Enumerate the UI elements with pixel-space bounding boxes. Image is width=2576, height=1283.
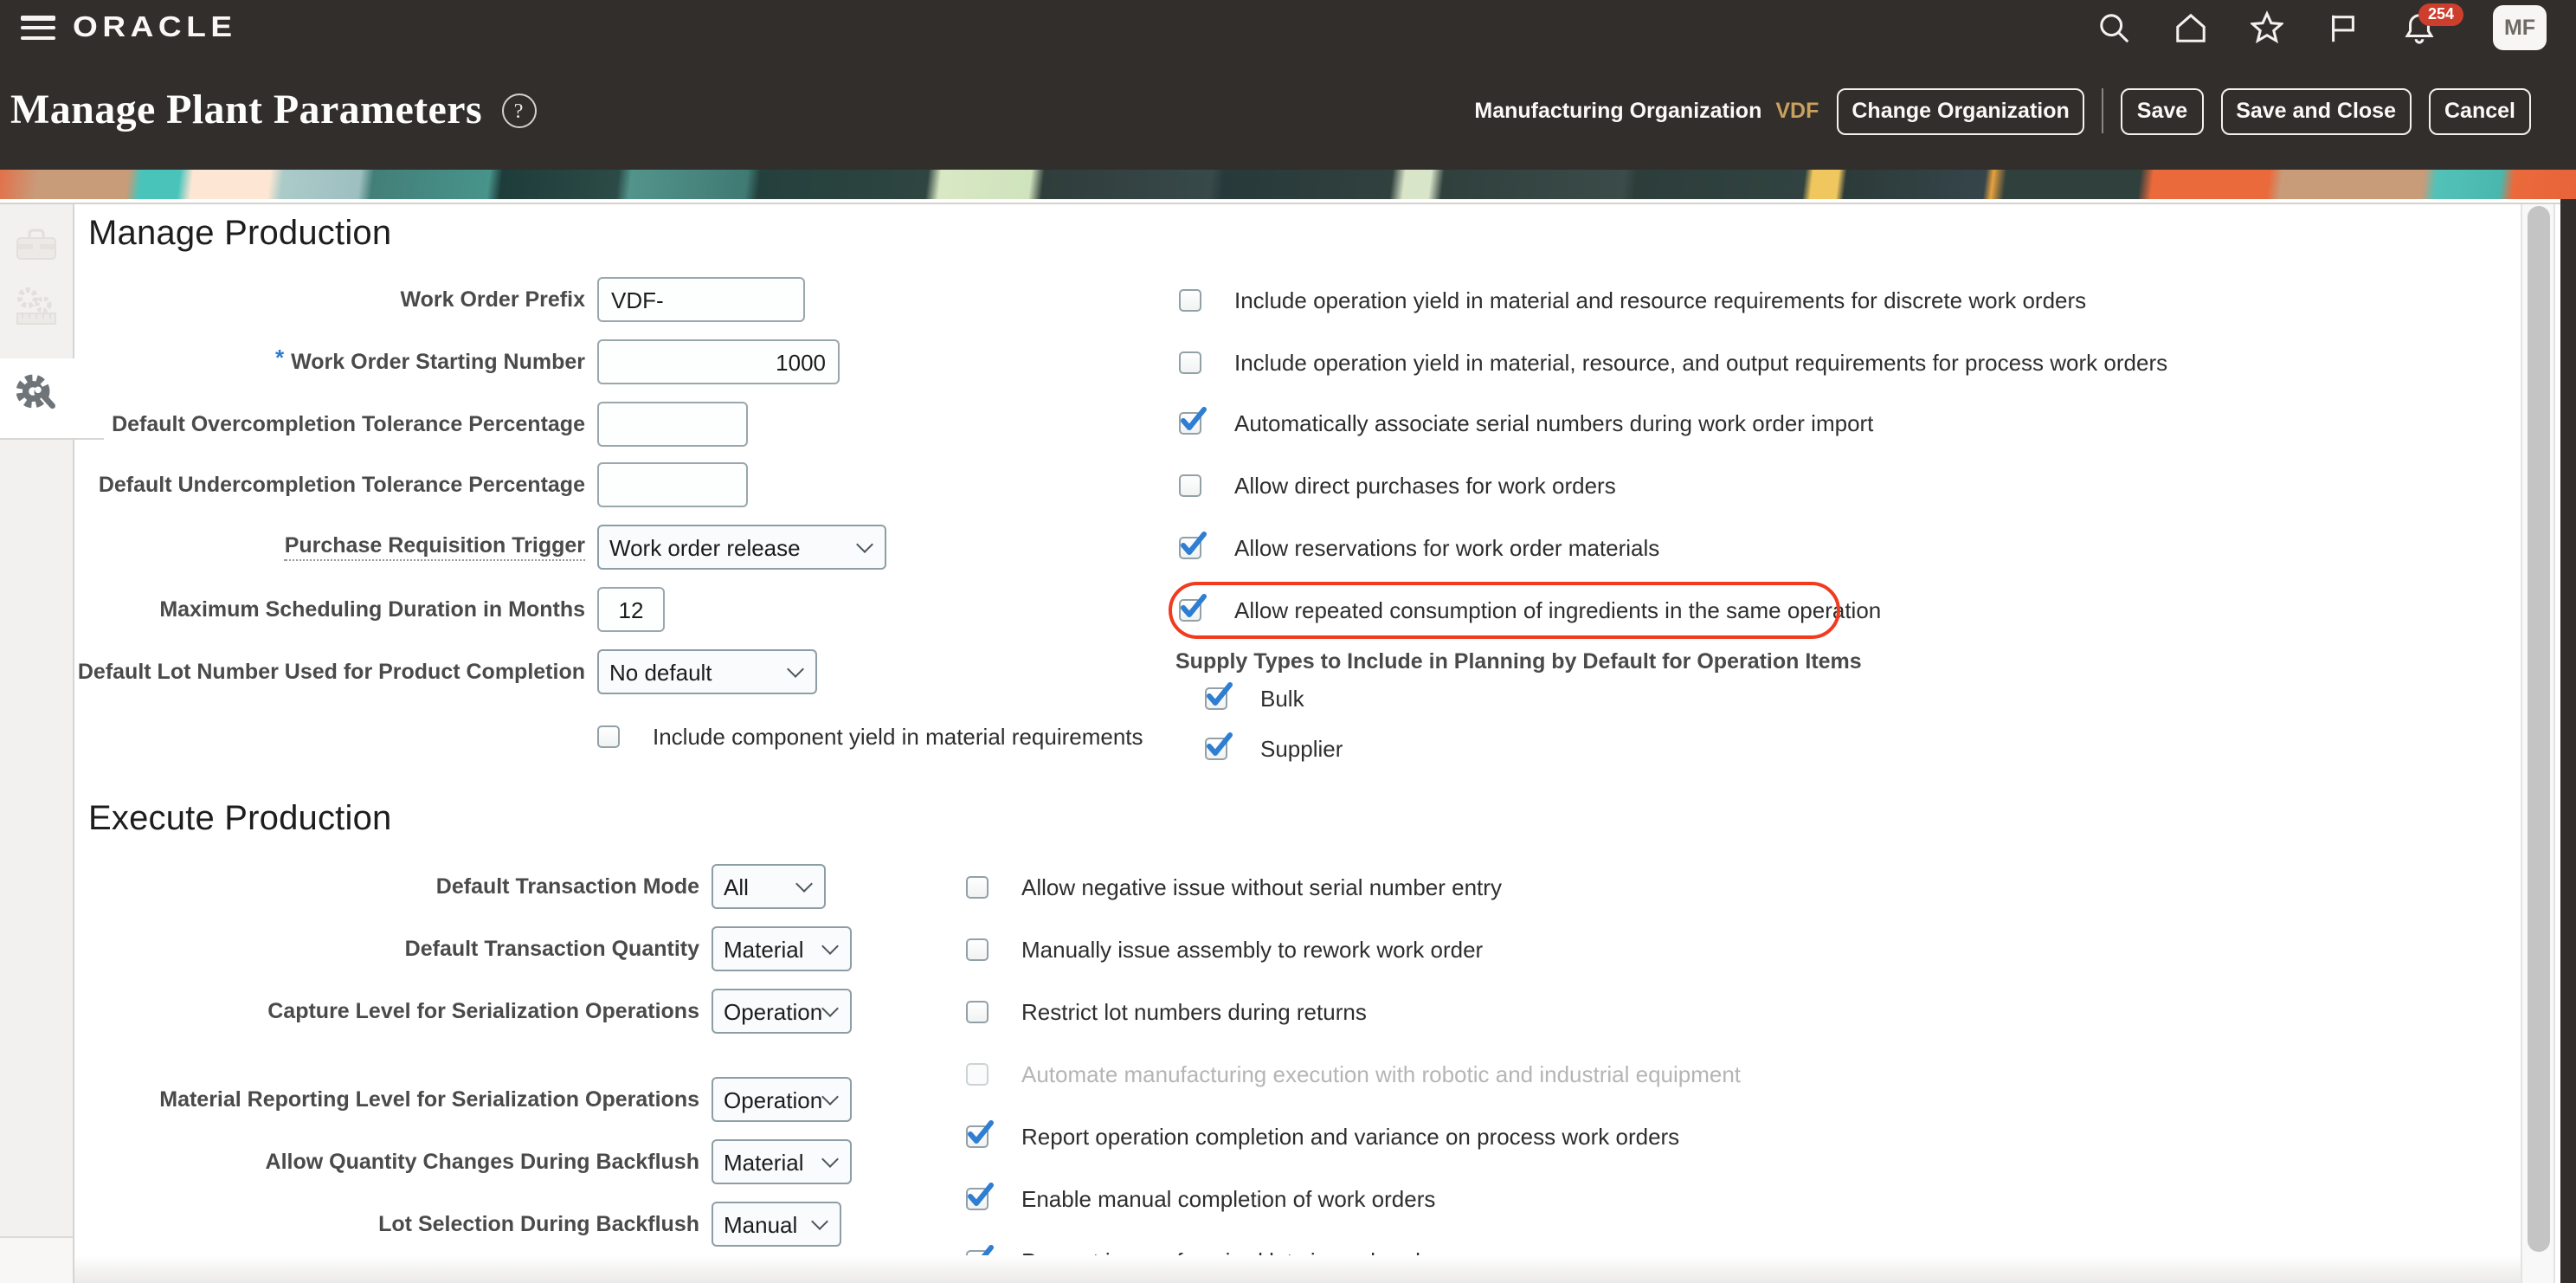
checkbox[interactable] <box>1179 474 1201 496</box>
manually-issue-assembly-row[interactable]: Manually issue assembly to rework work order <box>966 933 1483 964</box>
checkbox[interactable] <box>1179 598 1201 621</box>
material-reporting-level-row <box>88 1077 852 1122</box>
default-overcompletion-tolerance-input[interactable] <box>597 402 748 447</box>
default-lot-number-select[interactable]: No default <box>597 649 817 694</box>
purchase-requisition-trigger-select[interactable]: Work order release <box>597 525 886 570</box>
plant-parameters-gear-wrench-icon <box>12 370 64 427</box>
checkbox[interactable] <box>1179 536 1201 558</box>
purchase-requisition-trigger-row <box>88 525 886 570</box>
content-top-border <box>0 203 2560 204</box>
default-transaction-mode-select[interactable]: All <box>712 864 826 909</box>
global-toolbar <box>2098 0 2547 55</box>
allow-repeated-consumption-row[interactable]: Allow repeated consumption of ingredients in the same operation <box>1179 594 1881 625</box>
supply-type-supplier-row[interactable]: Supplier <box>1205 732 1343 764</box>
lot-selection-backflush-label: Lot Selection During Backflush <box>378 1212 699 1236</box>
page-header <box>10 55 536 166</box>
checkbox[interactable] <box>1205 737 1227 759</box>
default-transaction-quantity-label: Default Transaction Quantity <box>404 937 699 961</box>
task-sidebar <box>0 204 74 1283</box>
maximum-scheduling-duration-input[interactable] <box>597 587 665 632</box>
cancel-button[interactable]: Cancel <box>2429 87 2531 134</box>
work-order-starting-number-label: * Work Order Starting Number <box>275 344 585 374</box>
default-overcompletion-tolerance-row <box>88 402 748 447</box>
decorative-banner <box>0 170 2576 199</box>
checkbox[interactable] <box>1179 351 1201 373</box>
work-order-prefix-label: Work Order Prefix <box>400 287 585 312</box>
chevron-down-icon <box>856 536 873 553</box>
checkbox[interactable] <box>966 938 989 960</box>
header-actions <box>1474 55 2531 166</box>
user-avatar[interactable]: MF <box>2493 5 2547 50</box>
manage-production-heading: Manage Production <box>88 215 392 253</box>
navigator-menu-icon[interactable] <box>21 16 55 42</box>
checkbox[interactable] <box>966 1000 989 1022</box>
material-reporting-level-select[interactable]: Operation <box>712 1077 852 1122</box>
allow-quantity-changes-backflush-row <box>88 1139 852 1184</box>
checkbox[interactable] <box>597 725 620 747</box>
required-asterisk: * <box>275 344 285 370</box>
manufacturing-organization-value: VDF <box>1775 99 1819 123</box>
default-transaction-quantity-select[interactable]: Material <box>712 926 852 971</box>
maximum-scheduling-duration-label: Maximum Scheduling Duration in Months <box>159 597 585 622</box>
default-overcompletion-tolerance-label: Default Overcompletion Tolerance Percentage <box>112 412 585 436</box>
chevron-down-icon <box>821 1088 839 1106</box>
material-reporting-level-label: Material Reporting Level for Serialization Operations <box>159 1087 699 1112</box>
execute-production-heading: Execute Production <box>88 800 392 838</box>
toolbox-icon[interactable] <box>12 225 61 270</box>
vertical-scrollbar-track[interactable] <box>2521 204 2555 1283</box>
change-organization-button[interactable]: Change Organization <box>1836 87 2084 134</box>
include-operation-yield-process-row[interactable]: Include operation yield in material, resource, and output requirements for process work orders <box>1179 346 2167 377</box>
work-order-prefix-row <box>88 277 805 322</box>
chevron-down-icon <box>795 875 813 893</box>
lot-selection-backflush-row <box>88 1202 841 1247</box>
work-order-prefix-input[interactable] <box>597 277 805 322</box>
checkbox <box>966 1062 989 1085</box>
button-divider <box>2103 88 2104 133</box>
allow-reservations-row[interactable]: Allow reservations for work order materials <box>1179 532 1659 563</box>
notifications-bell-icon[interactable] <box>2403 5 2455 44</box>
page-title: Manage Plant Parameters <box>10 87 483 132</box>
oracle-logo: ORACLE <box>73 12 237 43</box>
allow-direct-purchases-row[interactable]: Allow direct purchases for work orders <box>1179 469 1616 500</box>
purchase-requisition-trigger-label: Purchase Requisition Trigger <box>88 533 585 561</box>
home-icon[interactable] <box>2174 11 2207 44</box>
default-undercompletion-tolerance-label: Default Undercompletion Tolerance Percentage <box>98 473 585 497</box>
supply-types-heading: Supply Types to Include in Planning by Default for Operation Items <box>1175 649 1862 674</box>
default-transaction-mode-row <box>88 864 826 909</box>
checkbox[interactable] <box>1179 411 1201 434</box>
auto-associate-serial-numbers-row[interactable]: Automatically associate serial numbers during work order import <box>1179 407 1873 438</box>
chevron-down-icon <box>821 1151 839 1168</box>
allow-negative-issue-row[interactable]: Allow negative issue without serial number entry <box>966 871 1502 902</box>
notification-count-badge: 254 <box>2418 3 2463 25</box>
include-operation-yield-discrete-row[interactable]: Include operation yield in material and resource requirements for discrete work orders <box>1179 284 2086 315</box>
sidebar-item-partial[interactable] <box>0 1236 73 1283</box>
search-icon[interactable] <box>2098 11 2131 44</box>
chevron-down-icon <box>787 661 804 678</box>
capture-level-serialization-label: Capture Level for Serialization Operations <box>267 999 699 1023</box>
manufacturing-organization-label: Manufacturing Organization <box>1474 99 1762 123</box>
help-icon[interactable]: ? <box>501 93 536 128</box>
default-undercompletion-tolerance-row <box>88 462 748 507</box>
default-transaction-quantity-row <box>88 926 852 971</box>
restrict-lot-numbers-row[interactable]: Restrict lot numbers during returns <box>966 996 1367 1027</box>
chevron-down-icon <box>811 1213 828 1230</box>
checkbox[interactable] <box>966 875 989 898</box>
allow-quantity-changes-backflush-label: Allow Quantity Changes During Backflush <box>265 1150 699 1174</box>
checkbox[interactable] <box>1205 687 1227 709</box>
default-lot-number-label: Default Lot Number Used for Product Completion <box>77 660 585 684</box>
flag-icon[interactable] <box>2327 11 2360 44</box>
vertical-scrollbar-thumb[interactable] <box>2528 206 2550 1252</box>
chevron-down-icon <box>821 1000 839 1017</box>
favorites-star-icon[interactable] <box>2251 11 2283 44</box>
sidebar-item-plant-parameters-active[interactable] <box>0 358 104 440</box>
save-and-close-button[interactable]: Save and Close <box>2220 87 2412 134</box>
work-order-starting-number-row <box>88 339 840 384</box>
default-transaction-mode-label: Default Transaction Mode <box>435 874 699 899</box>
work-order-starting-number-input[interactable] <box>597 339 840 384</box>
report-operation-completion-row[interactable]: Report operation completion and variance on process work orders <box>966 1120 1679 1151</box>
lot-selection-backflush-select[interactable]: Manual <box>712 1202 841 1247</box>
checkbox[interactable] <box>966 1125 989 1147</box>
capture-level-serialization-select[interactable]: Operation <box>712 989 852 1034</box>
setup-tasks-icon[interactable] <box>12 287 61 338</box>
bottom-fade <box>74 1255 2521 1283</box>
enable-manual-completion-row[interactable]: Enable manual completion of work orders <box>966 1183 1435 1214</box>
sidebar-group-top <box>0 204 73 360</box>
capture-level-serialization-row <box>88 989 852 1034</box>
default-lot-number-row <box>77 649 817 694</box>
save-button[interactable]: Save <box>2122 87 2203 134</box>
checkbox[interactable] <box>1179 288 1201 311</box>
supply-type-bulk-row[interactable]: Bulk <box>1205 682 1304 713</box>
maximum-scheduling-duration-row <box>88 587 665 632</box>
automate-manufacturing-execution-row: Automate manufacturing execution with robotic and industrial equipment <box>966 1058 1741 1089</box>
allow-quantity-changes-backflush-select[interactable]: Material <box>712 1139 852 1184</box>
checkbox[interactable] <box>966 1187 989 1209</box>
default-undercompletion-tolerance-input[interactable] <box>597 462 748 507</box>
component-yield-checkbox-row[interactable]: Include component yield in material requirements <box>597 720 1143 751</box>
chevron-down-icon <box>821 938 839 955</box>
